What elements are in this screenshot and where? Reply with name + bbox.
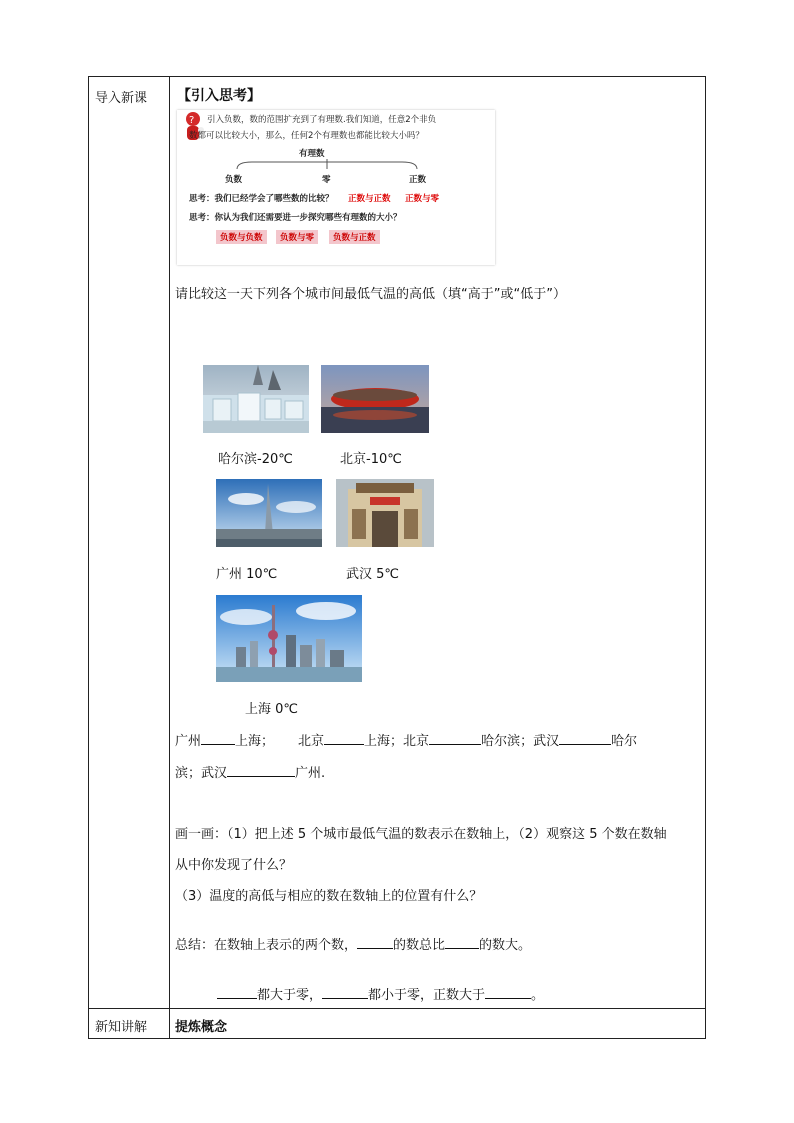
blank-greater-than[interactable] (485, 986, 531, 999)
summary-text-4: 都大于零， (257, 988, 323, 1003)
summary-text-3: 的数大。 (479, 938, 532, 953)
slide-answer-pos-zero: 正数与零 (405, 194, 440, 204)
row-label-new-knowledge: 新知讲解 (95, 1020, 148, 1035)
blank-negative-numbers[interactable] (322, 986, 368, 999)
slide-line1: 引入负数，数的范围扩充到了有理数.我们知道，任意2个非负 (207, 115, 437, 125)
slide-answer-pos-pos: 正数与正数 (348, 194, 391, 204)
blank-guangzhou-shanghai[interactable] (201, 732, 235, 745)
lesson-table (88, 76, 706, 1039)
draw-task-line2: 从中你发现了什么？ (175, 858, 293, 873)
summary-line1 (175, 934, 531, 953)
compare-prompt: 请比较这一天下列各个城市间最低气温的高低（填“高于”或“低于”） (175, 287, 566, 302)
compare-text-guangzhou-end: 广州. (295, 766, 326, 781)
caption-wuhan: 武汉 5℃ (346, 567, 400, 582)
summary-text-2: 的数总比 (393, 938, 446, 953)
blank-summary-greater[interactable] (357, 936, 393, 949)
slide-branch-negative: 负数 (225, 175, 243, 185)
slide-branch-zero: 零 (322, 175, 331, 185)
slide-question2: 思考：你认为我们还需要进一步探究哪些有理数的大小？ (189, 213, 402, 223)
summary-text-1: 总结：在数轴上表示的两个数， (175, 938, 358, 953)
compare-text-harbin-end: 哈尔 (611, 734, 638, 749)
blank-wuhan-harbin[interactable] (559, 732, 611, 745)
blank-positive-numbers[interactable] (217, 986, 257, 999)
compare-line2 (175, 762, 325, 781)
blank-wuhan-guangzhou[interactable] (227, 764, 295, 777)
row-divider (89, 1008, 705, 1009)
section-title: 【引入思考】 (177, 88, 261, 104)
column-divider (169, 77, 170, 1038)
slide-question1: 思考：我们已经学会了哪些数的比较？ (189, 194, 334, 204)
slide-root: 有理数 (299, 149, 325, 159)
compare-text-wuhan: 滨；武汉 (175, 766, 228, 781)
guangzhou-photo (216, 479, 322, 547)
caption-harbin: 哈尔滨-20℃ (218, 452, 293, 467)
tree-connector (232, 159, 422, 171)
compare-text-beijing: 北京 (298, 734, 325, 749)
draw-task-line3: （3）温度的高低与相应的数在数轴上的位置有什么？ (175, 889, 483, 904)
blank-beijing-shanghai[interactable] (324, 732, 364, 745)
shanghai-photo (216, 595, 362, 682)
caption-beijing: 北京-10℃ (340, 452, 402, 467)
compare-line1 (175, 730, 637, 749)
caption-shanghai: 上海 0℃ (245, 702, 299, 717)
intro-slide-image (177, 110, 495, 265)
compare-text-shanghai-beijing: 上海；北京 (364, 734, 430, 749)
blank-summary-lesser[interactable] (445, 936, 479, 949)
summary-line2 (217, 984, 544, 1003)
row-label-intro: 导入新课 (95, 91, 148, 106)
caption-guangzhou: 广州 10℃ (216, 567, 278, 582)
compare-text-guangzhou: 广州 (175, 734, 202, 749)
slide-tag-neg-zero: 负数与零 (276, 230, 318, 244)
slide-branch-positive: 正数 (409, 175, 427, 185)
slide-line2: 数都可以比较大小，那么，任何2个有理数也都能比较大小吗？ (189, 131, 424, 141)
summary-text-5: 都小于零，正数大于 (368, 988, 486, 1003)
svg-text:?: ? (189, 115, 195, 126)
beijing-photo (321, 365, 429, 433)
slide-tag-neg-pos: 负数与正数 (329, 230, 380, 244)
compare-text-shanghai: 上海； (235, 734, 275, 749)
summary-text-6: 。 (531, 988, 545, 1003)
compare-text-harbin-wuhan: 哈尔滨；武汉 (481, 734, 560, 749)
harbin-photo (203, 365, 309, 433)
slide-tag-neg-neg: 负数与负数 (216, 230, 267, 244)
blank-beijing-harbin[interactable] (429, 732, 481, 745)
draw-task-line1: 画一画：（1）把上述 5 个城市最低气温的数表示在数轴上，（2）观察这 5 个数在数轴 (175, 827, 667, 842)
wuhan-photo (336, 479, 434, 547)
row2-title: 提炼概念 (175, 1020, 228, 1035)
